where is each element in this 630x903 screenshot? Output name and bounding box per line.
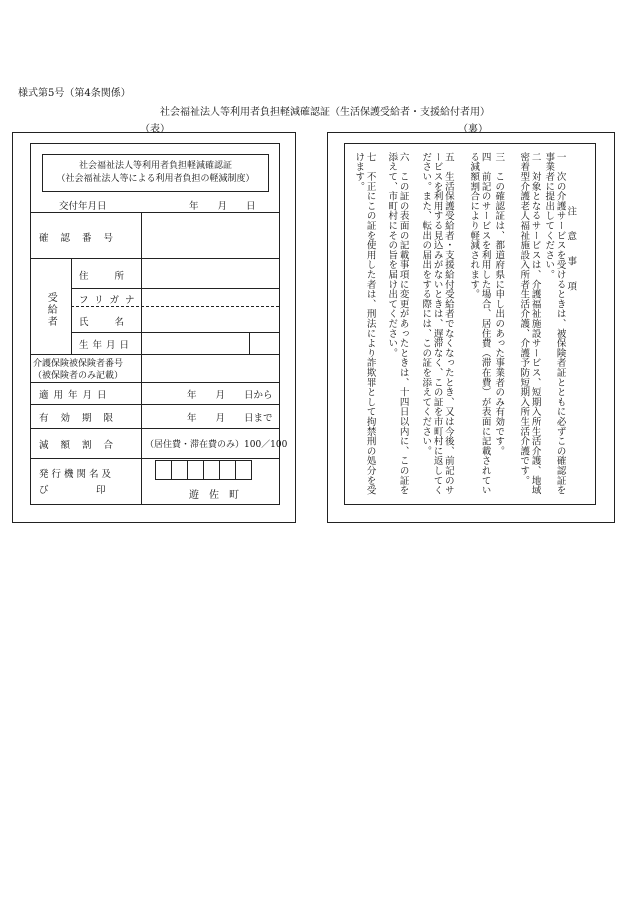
validity-value: 年 月 日まで [187, 413, 273, 424]
front-card [12, 132, 296, 523]
note-item: 六 この証の表面の記載事項に変更があったときは、十四日以内に、この証を添えて、市町村にその旨を届け出てください。 [386, 152, 409, 495]
issue-date-value: 年 月 日 [189, 201, 256, 212]
code-box [219, 460, 236, 480]
apply-date-label: 適用年月日 [39, 390, 112, 401]
code-box [171, 460, 188, 480]
back-notes-box [344, 143, 596, 505]
back-label: （裏） [458, 124, 488, 135]
row-divider [31, 428, 279, 429]
col-divider [141, 212, 142, 258]
row-divider [71, 332, 279, 333]
row-divider [31, 354, 279, 355]
col-divider [141, 354, 142, 504]
back-card [327, 132, 615, 523]
note-item: 二 対象となるサービスは、介護福祉施設サービス、短期入所生活介護、地域密着型介護老人福祉施設入所者生活介護、介護予防短期入所生活介護です。 [518, 152, 541, 495]
row-divider [31, 382, 279, 383]
reduction-value: （居住費・滞在費のみ）100／100 [145, 440, 288, 450]
row-divider [71, 288, 279, 289]
col-divider [71, 258, 72, 354]
notes-heading: 注 意 事 項 [565, 206, 577, 294]
insured-number-label: 介護保険被保険者番号 [33, 359, 124, 369]
row-divider [31, 404, 279, 405]
note-item: 三 この確認証は、都道府県に申し出のあった事業者のみ有効です。 [493, 152, 505, 456]
code-box [235, 460, 252, 480]
insured-number-note: （被保険者のみ記載） [33, 371, 124, 381]
code-box [187, 460, 204, 480]
front-title-box [42, 154, 269, 192]
col-divider [249, 332, 250, 354]
reduction-label: 減額割合 [39, 440, 126, 451]
apply-date-value: 年 月 日から [187, 390, 273, 401]
issuer-label-line2: び 印 [39, 485, 106, 496]
note-item: 五 生活保護受給者・支援給付受給者でなくなったとき、又は今後、前記のサービスを利用する見込みがないときは、遅滞なく、この証を市町村に返してください。また、転出の届出をする際には、この証を添えてください。 [420, 152, 454, 495]
issue-date-label: 交付年月日 [59, 201, 107, 212]
front-form-table [30, 143, 288, 505]
name-label: 氏名 [79, 317, 151, 328]
issuer-label-line1: 発行機関名及 [39, 469, 115, 480]
furigana-label: フリガナ [79, 295, 141, 306]
code-box [203, 460, 220, 480]
dashed-divider [71, 306, 279, 307]
address-label: 住所 [79, 271, 151, 282]
front-label: （表） [140, 124, 170, 135]
issuer-name: 遊 佐 町 [189, 490, 239, 501]
document-title: 社会福祉法人等利用者負担軽減確認証（生活保護受給者・支援給付者用） [160, 107, 490, 118]
validity-label: 有効期限 [39, 413, 126, 424]
row-divider [31, 212, 279, 213]
form-number: 様式第5号（第4条関係） [18, 88, 131, 99]
row-divider [31, 258, 279, 259]
code-box [155, 460, 172, 480]
note-item: 四 前記のサービスを利用した場合、居住費（滞在費）が表面に記載されている減額割合により軽減されます。 [468, 152, 491, 495]
recipient-label: 受給者 [45, 292, 57, 328]
front-title-line1: 社会福祉法人等利用者負担軽減確認証 [78, 161, 232, 171]
note-item: 一 次の介護サービスを受けるときは、被保険者証とともに必ずこの確認証を事業者に提出してください。 [543, 152, 566, 495]
confirm-number-label: 確認番号 [39, 233, 126, 244]
note-item: 七 不正にこの証を使用した者は、刑法により詐欺罪として拘禁刑の処分を受けます。 [353, 152, 376, 495]
row-divider [31, 458, 279, 459]
front-title-line2: （社会福祉法人等による利用者負担の軽減制度） [56, 174, 255, 184]
birthdate-label: 生年月日 [79, 340, 134, 351]
